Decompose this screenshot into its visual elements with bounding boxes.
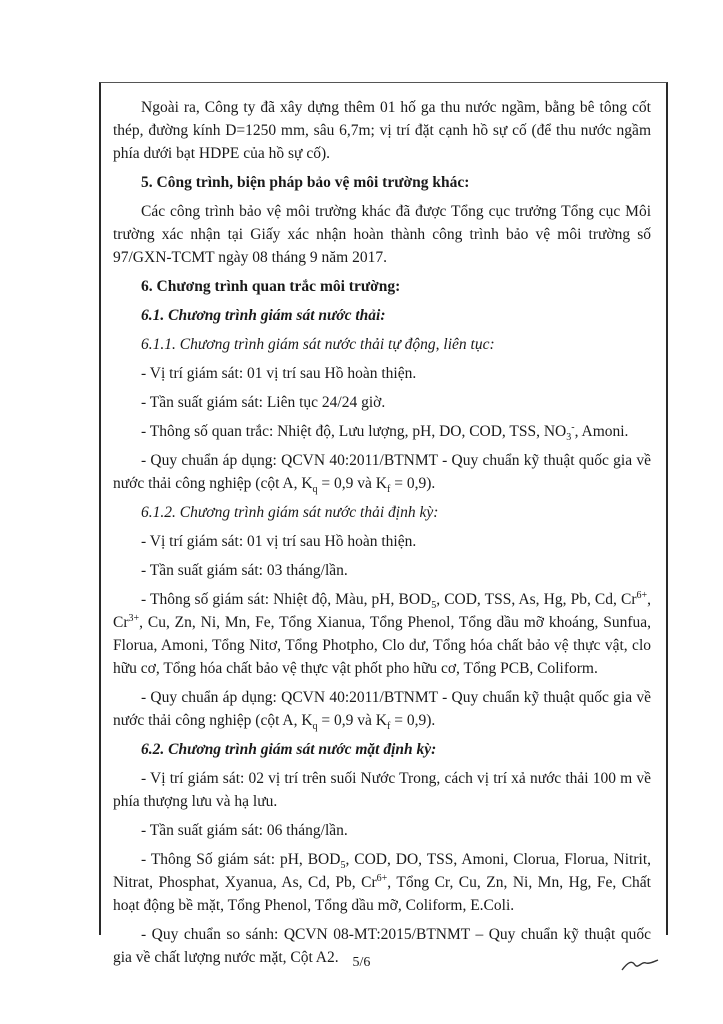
heading-section-6-2: 6.2. Chương trình giám sát nước mặt định kỳ: (141, 741, 437, 758)
page-number: 5/6 (352, 955, 371, 970)
paragraph-other-works: Các công trình bảo vệ môi trường khác đã được Tổng cục trưởng Tổng cục Môi trường xác nhận tại Giấy xác nhận hoàn thành công trình bảo vệ môi trường số 97/GXN-TCMT ngày 08 tháng 9 năm 2017. (113, 203, 651, 266)
periodic-monitoring-standard: - Quy chuẩn áp dụng: QCVN 40:2011/BTNMT - Quy chuẩn kỹ thuật quốc gia về nước thải công nghiệp (cột A, $K_q = 0,9$ và $K_f = 0,9$). (113, 689, 651, 733)
surface-water-parameters: - Thông Số giám sát: pH, $BOD_5$, COD, DO, TSS, Amoni, Clorua, Florua, Nitrit, Nitrat, Phosphat, Xyanua, As, Cd, Pb, $Cr^{6+}$, Tổng Cr, Cu, Zn, Ni, Mn, Hg, Fe, Chất hoạt động bề mặt, Tổng Phenol, Tổng dầu mỡ, Coliform, E.Coli. (113, 851, 652, 914)
signature-mark (620, 952, 660, 974)
auto-monitoring-frequency: - Tần suất giám sát: Liên tục 24/24 giờ. (141, 394, 386, 411)
auto-monitoring-position: - Vị trí giám sát: 01 vị trí sau Hồ hoàn thiện. (141, 365, 417, 382)
periodic-monitoring-parameters: - Thông số giám sát: Nhiệt độ, Màu, pH, $BOD_5$, COD, TSS, As, Hg, Pb, Cd, $Cr^{6+}$, $Cr^{3+}$, Cu, Zn, Ni, Mn, Fe, Tổng Xianua, Tổng Phenol, Tổng dầu mỡ khoáng, Sunfua, Florua, Amoni, Tổng Nitơ, Tổng Photpho, Clo dư, Tổng hóa chất bảo vệ thực vật, clo hữu cơ, Tổng hóa chất bảo vệ thực vật phốt pho hữu cơ, Tổng PCB, Coliform. (113, 589, 651, 677)
surface-water-position: - Vị trí giám sát: 02 vị trí trên suối Nước Trong, cách vị trí xả nước thải 100 m về phía thượng lưu và hạ lưu. (113, 770, 651, 810)
document-body (113, 96, 651, 975)
auto-monitoring-parameters: - Thông số quan trắc: Nhiệt độ, Lưu lượng, pH, DO, COD, TSS, $NO_3^-$, Amoni. (141, 421, 629, 444)
paragraph-groundwater-pit: Ngoài ra, Công ty đã xây dựng thêm 01 hố ga thu nước ngầm, bằng bê tông cốt thép, đường kính D=1250 mm, sâu 6,7m; vị trí đặt cạnh hồ sự cố (để thu nước ngầm phía dưới bạt HDPE của hồ sự cố). (113, 99, 651, 162)
surface-water-standard: - Quy chuẩn so sánh: QCVN 08-MT:2015/BTNMT – Quy chuẩn kỹ thuật quốc gia về chất lượng nước mặt, Cột A2. (113, 926, 651, 966)
auto-monitoring-standard: - Quy chuẩn áp dụng: QCVN 40:2011/BTNMT - Quy chuẩn kỹ thuật quốc gia về nước thải công nghiệp (cột A, $K_q = 0,9$ và $K_f = 0,9$). (113, 452, 651, 496)
heading-section-5: 5. Công trình, biện pháp bảo vệ môi trường khác: (141, 174, 470, 191)
heading-section-6-1: 6.1. Chương trình giám sát nước thải: (141, 307, 386, 324)
heading-section-6-1-2: 6.1.2. Chương trình giám sát nước thải định kỳ: (141, 504, 439, 521)
heading-section-6-1-1: 6.1.1. Chương trình giám sát nước thải tự động, liên tục: (141, 336, 495, 353)
periodic-monitoring-frequency: - Tần suất giám sát: 03 tháng/lần. (141, 562, 348, 579)
surface-water-frequency: - Tần suất giám sát: 06 tháng/lần. (141, 822, 348, 839)
periodic-monitoring-position: - Vị trí giám sát: 01 vị trí sau Hồ hoàn thiện. (141, 533, 417, 550)
heading-section-6: 6. Chương trình quan trắc môi trường: (141, 278, 401, 295)
